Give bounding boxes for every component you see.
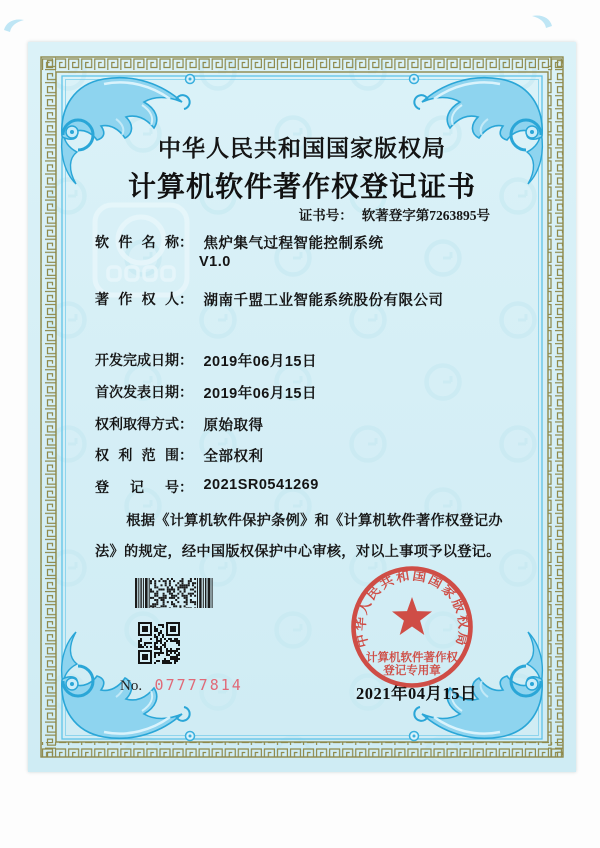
field-colon: ： bbox=[179, 447, 193, 463]
field-value: 焦炉集气过程智能控制系统 bbox=[203, 236, 384, 252]
barcode bbox=[135, 578, 213, 608]
field-value: 全部权利 bbox=[203, 449, 264, 465]
field-row-registration-number bbox=[95, 477, 319, 497]
registration-statement: 根据《计算机软件保护条例》和《计算机软件著作权登记办法》的规定，经中国版权保护中心审核，对以上事项予以登记。 bbox=[95, 513, 503, 560]
field-colon: ： bbox=[179, 291, 193, 307]
field-label: 著作权人 bbox=[95, 291, 179, 307]
field-colon: ： bbox=[179, 234, 193, 250]
seal-stamp bbox=[346, 561, 478, 693]
field-colon: ： bbox=[179, 479, 193, 495]
field-row-rights-acquisition bbox=[95, 414, 263, 434]
star-icon bbox=[392, 597, 432, 635]
authority-title: 中华人民共和国国家版权局 bbox=[158, 136, 446, 161]
issue-date: 2021年04月15日 bbox=[356, 684, 477, 703]
field-label: 权利取得方式 bbox=[95, 416, 179, 432]
certificate-number-label: 证书号： bbox=[298, 208, 353, 223]
field-value: 原始取得 bbox=[203, 418, 264, 434]
scan-corner-wisp-icon bbox=[2, 16, 28, 34]
field-colon: ： bbox=[179, 384, 193, 400]
qr-code bbox=[138, 620, 180, 664]
field-value: 2019年06月15日 bbox=[203, 354, 317, 370]
certificate-number-line bbox=[299, 204, 490, 224]
field-label: 首次发表日期 bbox=[95, 384, 179, 400]
seal-line1: 计算机软件著作权 bbox=[366, 652, 458, 664]
certificate-number-value: 软著登字第7263895号 bbox=[361, 208, 490, 223]
field-row-rights-scope bbox=[95, 445, 263, 465]
field-value: 2021SR0541269 bbox=[203, 477, 319, 493]
serial-number-line bbox=[120, 676, 243, 695]
certificate-title: 计算机软件著作权登记证书 bbox=[127, 172, 476, 203]
seal-ring-text: 中华人民共和国国家版权局 bbox=[352, 567, 472, 650]
field-row-copyright-owner bbox=[95, 289, 443, 309]
field-row-first-publish-date bbox=[95, 382, 317, 402]
field-value: 2019年06月15日 bbox=[203, 386, 317, 402]
serial-number-label: No. bbox=[120, 678, 143, 694]
field-row-dev-complete-date bbox=[95, 350, 317, 370]
field-label: 权利范围 bbox=[95, 447, 179, 463]
field-row-software-name bbox=[95, 232, 383, 252]
field-label: 开发完成日期 bbox=[95, 352, 179, 368]
certificate-paper bbox=[28, 42, 576, 772]
software-version: V1.0 bbox=[199, 254, 231, 270]
serial-number-value: 07777814 bbox=[154, 676, 243, 694]
scan-corner-wisp-icon bbox=[528, 12, 554, 30]
field-colon: ： bbox=[179, 352, 193, 368]
seal-line2: 登记专用章 bbox=[383, 665, 441, 677]
field-label: 登记号 bbox=[95, 479, 179, 495]
field-value: 湖南千盟工业智能系统股份有限公司 bbox=[203, 293, 444, 309]
field-label: 软件名称 bbox=[95, 234, 179, 250]
field-colon: ： bbox=[179, 416, 193, 432]
